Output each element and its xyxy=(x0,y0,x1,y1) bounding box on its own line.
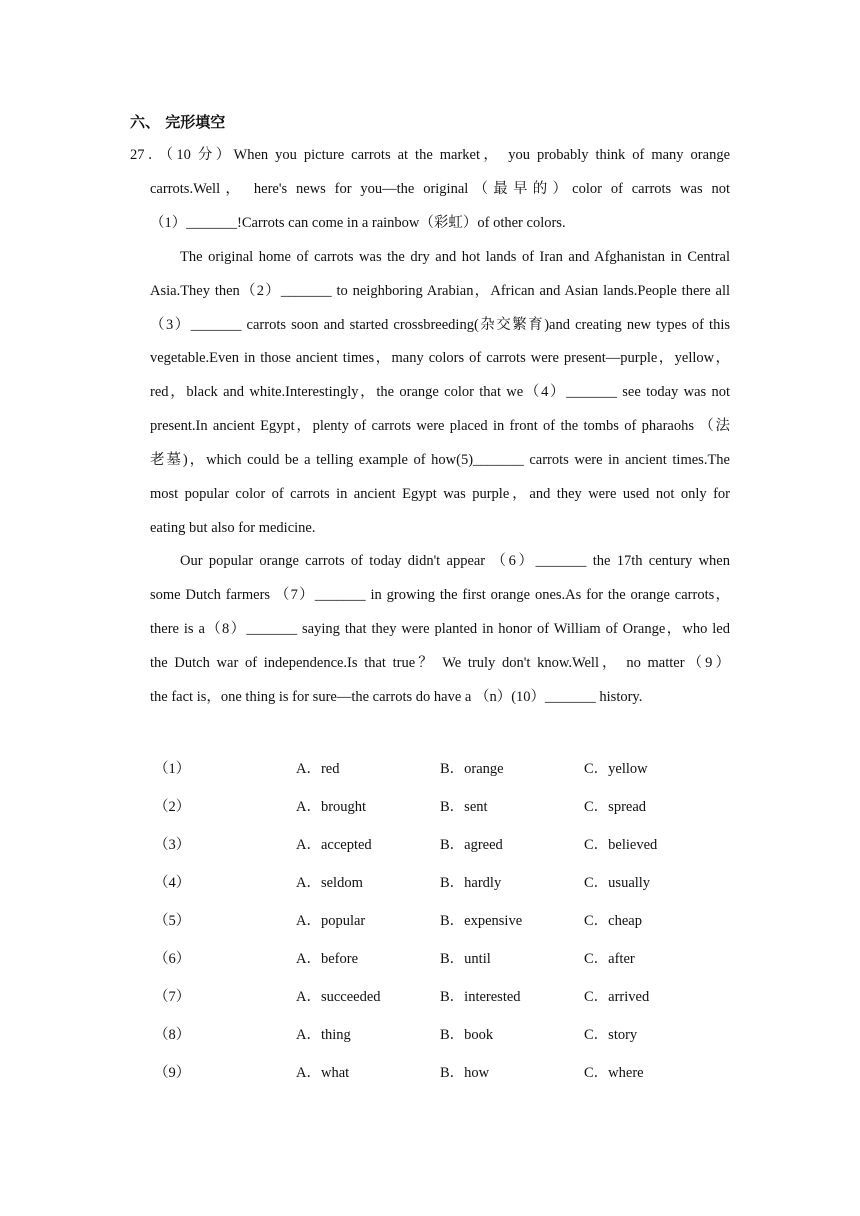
passage-line: The original home of carrots was the dry and hot lands of Iran and Afghanistan in Central xyxy=(180,249,730,265)
option-row xyxy=(0,1061,860,1081)
option-row xyxy=(0,833,860,853)
passage-line: present.In ancient Egypt，plenty of carrots were placed in front of the tombs of pharaohs （法 xyxy=(150,418,730,434)
option-b[interactable]: B．agreed xyxy=(440,837,503,853)
passage-line: 老墓)，which could be a telling example of how(5)_______ carrots were in ancient times.The xyxy=(150,452,730,468)
option-b[interactable]: B．interested xyxy=(440,989,521,1005)
option-c[interactable]: C．story xyxy=(584,1027,638,1043)
option-b[interactable]: B．how xyxy=(440,1065,490,1081)
option-row xyxy=(0,757,860,777)
option-a[interactable]: A．what xyxy=(296,1065,350,1081)
option-b[interactable]: B．hardly xyxy=(440,875,502,891)
option-b[interactable]: B．orange xyxy=(440,761,504,777)
option-a[interactable]: A．before xyxy=(296,951,359,967)
passage-line: some Dutch farmers （7）_______ in growing the first orange ones.As for the orange carrots， xyxy=(150,587,730,603)
passage-line: （1）_______!Carrots can come in a rainbow（彩虹）of other colors. xyxy=(150,215,566,231)
option-c[interactable]: C．cheap xyxy=(584,913,642,929)
option-b[interactable]: B．expensive xyxy=(440,913,523,929)
option-row xyxy=(0,871,860,891)
passage-line: （3）_______ carrots soon and started crossbreeding(杂交繁育)and creating new types of this xyxy=(150,317,730,333)
option-row xyxy=(0,947,860,967)
option-b[interactable]: B．sent xyxy=(440,799,488,815)
passage-line: carrots.Well， here's news for you—the original（最早的）color of carrots was not xyxy=(150,181,730,197)
option-c[interactable]: C．usually xyxy=(584,875,651,891)
option-c[interactable]: C．arrived xyxy=(584,989,650,1005)
passage-line: Asia.They then（2）_______ to neighboring Arabian，African and Asian lands.People there all xyxy=(150,283,730,299)
passage-line: eating but also for medicine. xyxy=(150,520,316,536)
option-a[interactable]: A．red xyxy=(296,761,340,777)
passage-line: there is a（8）_______ saying that they were planted in honor of William of Orange，who led xyxy=(150,621,730,637)
option-number: （3） xyxy=(154,837,191,853)
passage-line: 27．（10 分）When you picture carrots at the market， you probably think of many orange xyxy=(130,147,730,163)
option-a[interactable]: A．accepted xyxy=(296,837,372,853)
option-a[interactable]: A．succeeded xyxy=(296,989,381,1005)
option-row xyxy=(0,1023,860,1043)
option-number: （1） xyxy=(154,761,191,777)
option-a[interactable]: A．popular xyxy=(296,913,366,929)
passage-line: most popular color of carrots in ancient Egypt was purple，and they were used not only for xyxy=(150,486,730,502)
option-row xyxy=(0,795,860,815)
option-b[interactable]: B．until xyxy=(440,951,491,967)
option-b[interactable]: B．book xyxy=(440,1027,494,1043)
passage-line: the fact is，one thing is for sure—the carrots do have a （n）(10）_______ history. xyxy=(150,689,643,705)
section-title: 六、 完形填空 xyxy=(130,113,226,131)
option-row xyxy=(0,985,860,1005)
option-number: （4） xyxy=(154,875,191,891)
option-number: （8） xyxy=(154,1027,191,1043)
option-c[interactable]: C．spread xyxy=(584,799,647,815)
option-a[interactable]: A．brought xyxy=(296,799,367,815)
option-number: （6） xyxy=(154,951,191,967)
option-c[interactable]: C．where xyxy=(584,1065,644,1081)
passage-line: red，black and white.Interestingly，the orange color that we（4）_______ see today was not xyxy=(150,384,730,400)
option-row xyxy=(0,909,860,929)
option-c[interactable]: C．after xyxy=(584,951,635,967)
passage-line: vegetable.Even in those ancient times，many colors of carrots were present—purple，yellow， xyxy=(150,350,730,366)
option-number: （2） xyxy=(154,799,191,815)
option-number: （7） xyxy=(154,989,191,1005)
option-number: （5） xyxy=(154,913,191,929)
option-number: （9） xyxy=(154,1065,191,1081)
passage-line: Our popular orange carrots of today didn't appear （6）_______ the 17th century when xyxy=(180,553,730,569)
option-a[interactable]: A．seldom xyxy=(296,875,363,891)
option-a[interactable]: A．thing xyxy=(296,1027,351,1043)
passage-line: the Dutch war of independence.Is that true？ We truly don't know.Well， no matter（9） xyxy=(150,655,730,671)
option-c[interactable]: C．believed xyxy=(584,837,658,853)
option-c[interactable]: C．yellow xyxy=(584,761,648,777)
